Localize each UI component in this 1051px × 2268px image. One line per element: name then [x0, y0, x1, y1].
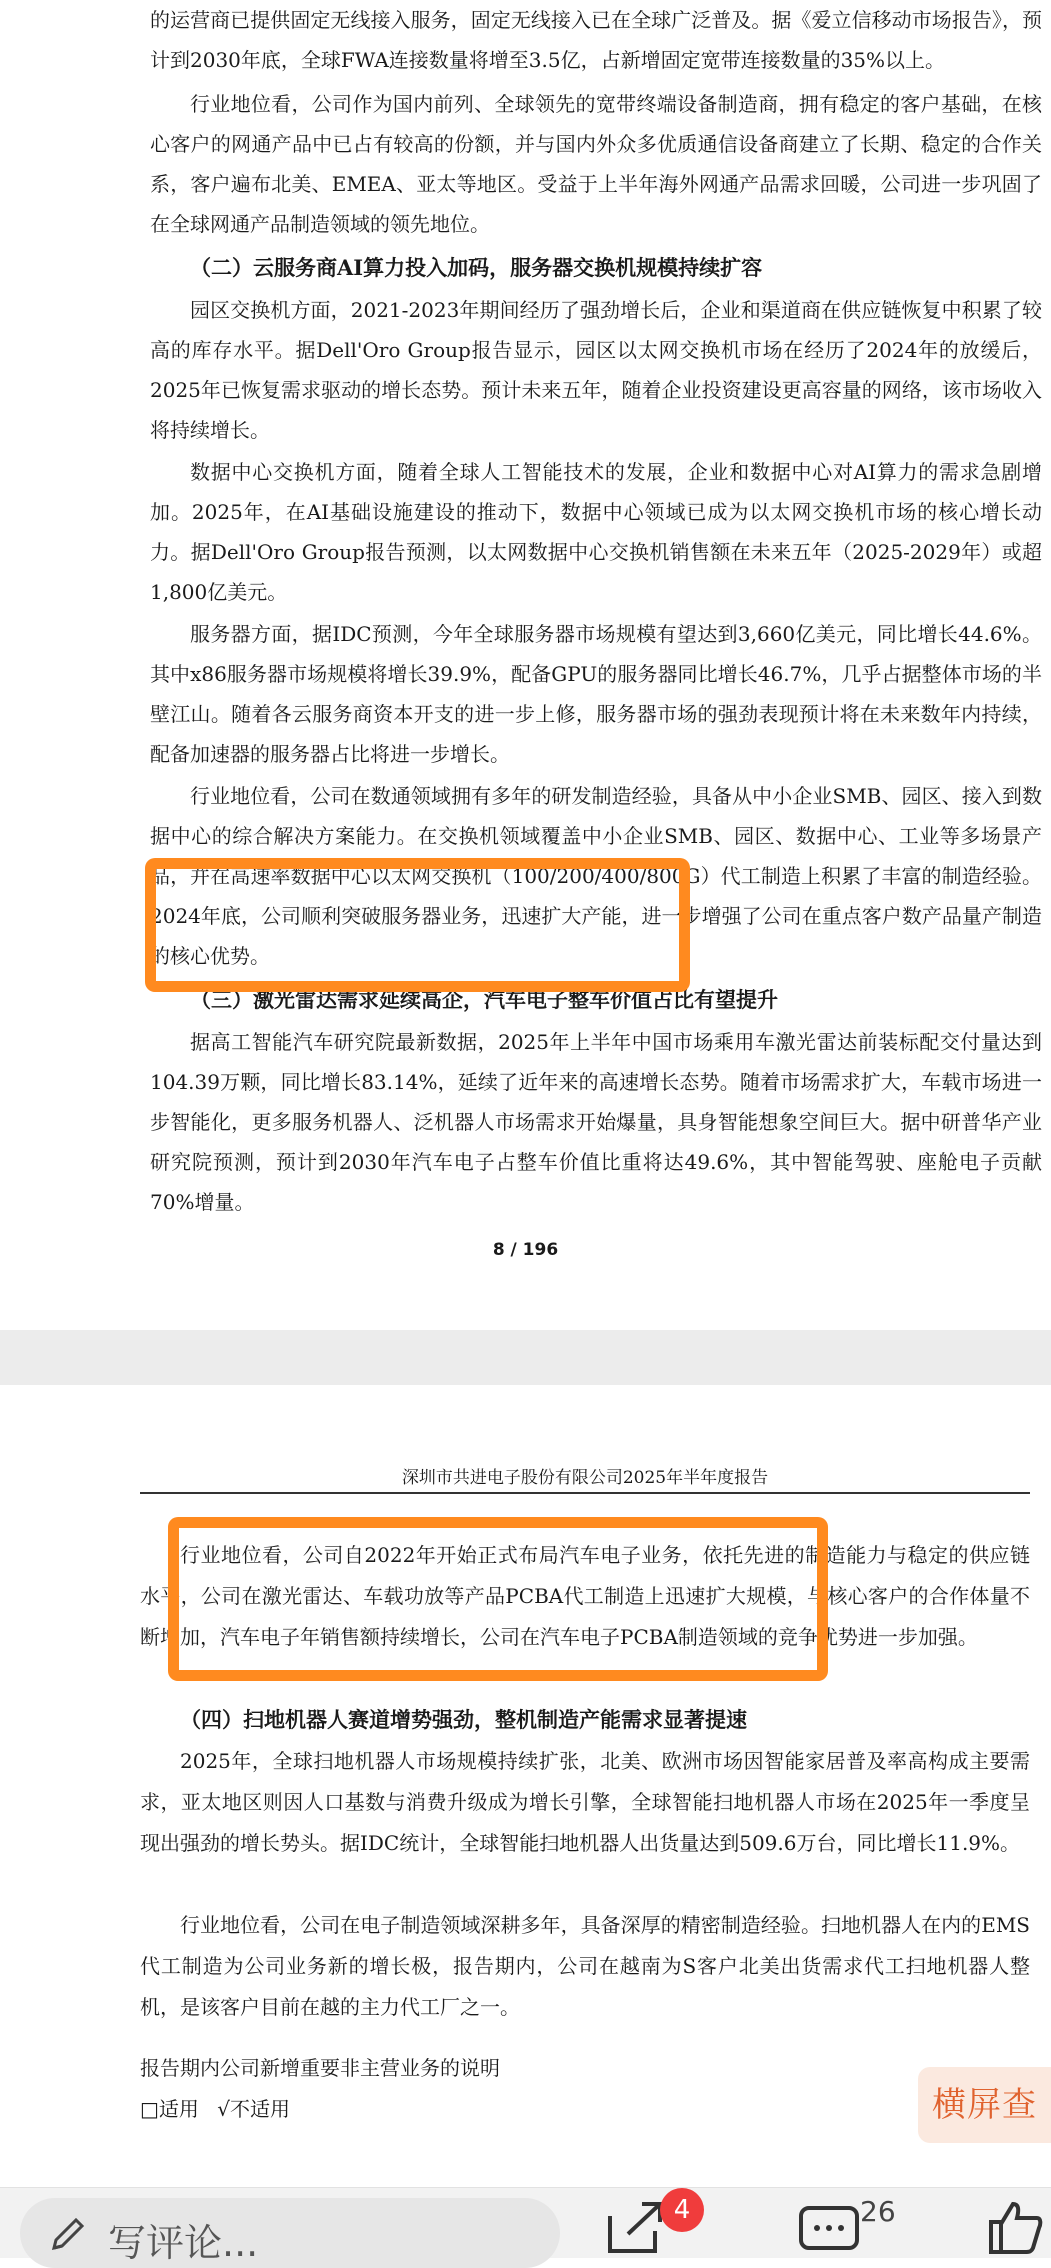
section-heading-2: （二）云服务商AI算力投入加码，服务器交换机规模持续扩容 [190, 255, 763, 280]
applicability-options [140, 2089, 1030, 2130]
paragraph-lidar: 据高工智能汽车研究院最新数据，2025年上半年中国市场乘用车激光雷达前装标配交付量达到104.39万颗，同比增长83.14%，延续了近年来的高速增长态势。随着市场需求扩大，车载市场进一步智能化，更多服务机器人、泛机器人市场需求开始爆量，具身智能想象空间巨大。据中研普华产业研究院预测，预计到2030年汽车电子占整车价值比重将达49.6%，其中智能驾驶、座舱电子贡献70%增量。 [150, 1030, 1042, 1214]
page-separator [0, 1330, 1051, 1385]
paragraph-fwa: 的运营商已提供固定无线接入服务，固定无线接入已在全球广泛普及。据《爱立信移动市场报告》，预计到2030年底，全球FWA连接数量将增至3.5亿，占新增固定宽带连接数量的35%以上。 [150, 8, 1042, 72]
paragraph-robot-market: 2025年，全球扫地机器人市场规模持续扩张，北美、欧洲市场因智能家居普及率高构成主要需求，亚太地区则因人口基数与消费升级成为增长引擎，全球智能扫地机器人市场在2025年一季度呈现出强劲的增长势头。据IDC统计，全球智能扫地机器人出货量达到509.6万台，同比增长11.9%。 [140, 1749, 1030, 1855]
highlight-box-server [145, 858, 690, 992]
option-applicable: □适用 [140, 2097, 199, 2121]
pen-icon [46, 2212, 90, 2256]
paragraph-auto-electronics: 行业地位看，公司自2022年开始正式布局汽车电子业务，依托先进的制造能力与稳定的供应链水平，公司在激光雷达、车载功放等产品PCBA代工制造上迅速扩大规模，与核心客户的合作体量不断增加，汽车电子年销售额持续增长，公司在汽车电子PCBA制造领域的竞争优势进一步加强。 [140, 1543, 1030, 1649]
comment-icon[interactable] [795, 2196, 865, 2256]
paragraph-robot-position: 行业地位看，公司在电子制造领域深耕多年，具备深厚的精密制造经验。扫地机器人在内的EMS代工制造为公司业务新的增长极，报告期内，公司在越南为S客户北美出货需求代工扫地机器人整机，是该客户目前在越的主力代工厂之一。 [140, 1913, 1030, 2019]
option-not-applicable: √不适用 [217, 2097, 291, 2121]
comment-input[interactable] [20, 2198, 560, 2268]
comment-placeholder: 写评论... [108, 2221, 259, 2265]
header-rule [140, 1492, 1030, 1494]
paragraph-datacom-position: 行业地位看，公司在数通领域拥有多年的研发制造经验，具备从中小企业SMB、园区、接入到数据中心的综合解决方案能力。在交换机领域覆盖中小企业SMB、园区、数据中心、工业等多场景产品，并在高速率数据中心以太网交换机（100/200/400/800G）代工制造上积累了丰富的制造经验。2024年底，公司顺利突破服务器业务，迅速扩大产能，进一步增强了公司在重点客户数产品量产制造的核心优势。 [150, 784, 1042, 968]
paragraph-network-position: 行业地位看，公司作为国内前列、全球领先的宽带终端设备制造商，拥有稳定的客户基础，在核心客户的网通产品中已占有较高的份额，并与国内外众多优质通信设备商建立了长期、稳定的合作关系，客户遍布北美、EMEA、亚太等地区。受益于上半年海外网通产品需求回暖，公司进一步巩固了在全球网通产品制造领域的领先地位。 [150, 92, 1042, 236]
running-header: 深圳市共进电子股份有限公司2025年半年度报告 [401, 1468, 769, 1488]
section-heading-3: （三）激光雷达需求延续高企，汽车电子整车价值占比有望提升 [190, 987, 778, 1012]
page-number: 8 / 196 [492, 1240, 559, 1260]
highlight-box-auto [168, 1517, 828, 1681]
share-badge: 4 [660, 2188, 704, 2232]
paragraph-campus-switch: 园区交换机方面，2021-2023年期间经历了强劲增长后，企业和渠道商在供应链恢复中积累了较高的库存水平。据Dell'Oro Group报告显示，园区以太网交换机市场在经历了2024年的放缓后，2025年已恢复需求驱动的增长态势。预计未来五年，随着企业投资建设更高容量的网络，该市场收入将持续增长。 [150, 298, 1042, 442]
paragraph-server: 服务器方面，据IDC预测，今年全球服务器市场规模有望达到3,660亿美元，同比增长44.6%。其中x86服务器市场规模将增长39.9%，配备GPU的服务器同比增长46.7%，几乎占据整体市场的半壁江山。随着各云服务商资本开支的进一步上修，服务器市场的强劲表现预计将在未来数年内持续，配备加速器的服务器占比将进一步增长。 [150, 622, 1042, 766]
thumbs-up-icon[interactable] [985, 2196, 1045, 2256]
section-heading-4: （四）扫地机器人赛道增势强劲，整机制造产能需求显著提速 [180, 1707, 747, 1732]
comment-count: 26 [860, 2195, 896, 2228]
landscape-view-button[interactable]: 横屏查 [918, 2067, 1051, 2143]
non-main-business-title: 报告期内公司新增重要非主营业务的说明 [140, 2056, 500, 2080]
paragraph-datacenter-switch: 数据中心交换机方面，随着全球人工智能技术的发展，企业和数据中心对AI算力的需求急剧增加。2025年，在AI基础设施建设的推动下，数据中心领域已成为以太网交换机市场的核心增长动力。据Dell'Oro Group报告预测，以太网数据中心交换机销售额在未来五年（2025-2029年）或超1,800亿美元。 [150, 460, 1042, 604]
